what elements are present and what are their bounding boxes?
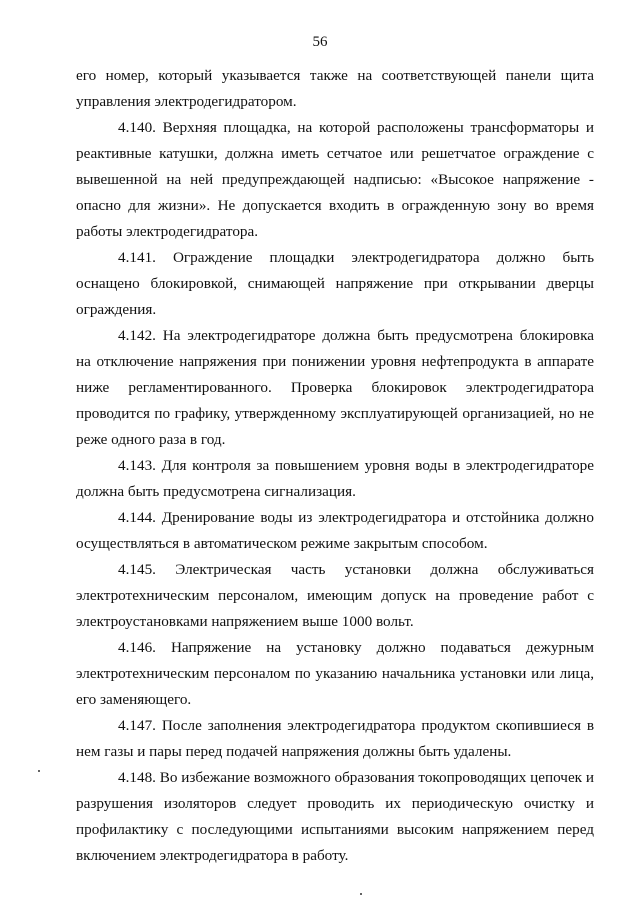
paragraph-4-143: 4.143. Для контроля за повышением уровня воды в электродегидраторе должна быть предусмотрена сигнализация. <box>76 457 594 500</box>
document-body <box>76 63 594 869</box>
paragraph-4-147: 4.147. После заполнения электродегидратора продуктом скопившиеся в нем газы и пары перед подачей напряжения должны быть удалены. <box>76 717 594 760</box>
page-number: 56 <box>312 34 328 50</box>
paragraph-4-140: 4.140. Верхняя площадка, на которой расположены трансформаторы и реактивные катушки, должна иметь сетчатое или решетчатое ограждение с вывешенной на ней предупреждающей надписью: «Высокое напряжение - опасно для жизни». Не допускается входить в огражденную зону во время работы электродегидратора. <box>76 119 594 240</box>
paragraph-4-148: 4.148. Во избежание возможного образования токопроводящих цепочек и разрушения изоляторов следует проводить их периодическую очистку и профилактику с последующими испытаниями высоким напряжением перед включением электродегидратора в работу. <box>76 769 594 864</box>
paragraph-4-141: 4.141. Ограждение площадки электродегидратора должно быть оснащено блокировкой, снимающей напряжение при открывании дверцы ограждения. <box>76 249 594 318</box>
scan-speck <box>38 770 40 772</box>
paragraph-continuation: его номер, который указывается также на соответствующей панели щита управления электродегидратором. <box>76 67 594 110</box>
paragraph-4-142: 4.142. На электродегидраторе должна быть предусмотрена блокировка на отключение напряжения при понижении уровня нефтепродукта в аппарате ниже регламентированного. Проверка блокировок электродегидратора проводится по графику, утвержденному эксплуатирующей организацией, но не реже одного раза в год. <box>76 327 594 448</box>
paragraph-4-146: 4.146. Напряжение на установку должно подаваться дежурным электротехническим персоналом по указанию начальника установки или лица, его заменяющего. <box>76 639 594 708</box>
paragraph-4-145: 4.145. Электрическая часть установки должна обслуживаться электротехническим персоналом, имеющим допуск на проведение работ с электроустановками напряжением выше 1000 вольт. <box>76 561 594 630</box>
scan-speck <box>360 893 362 895</box>
paragraph-4-144: 4.144. Дренирование воды из электродегидратора и отстойника должно осуществляться в автоматическом режиме закрытым способом. <box>76 509 594 552</box>
